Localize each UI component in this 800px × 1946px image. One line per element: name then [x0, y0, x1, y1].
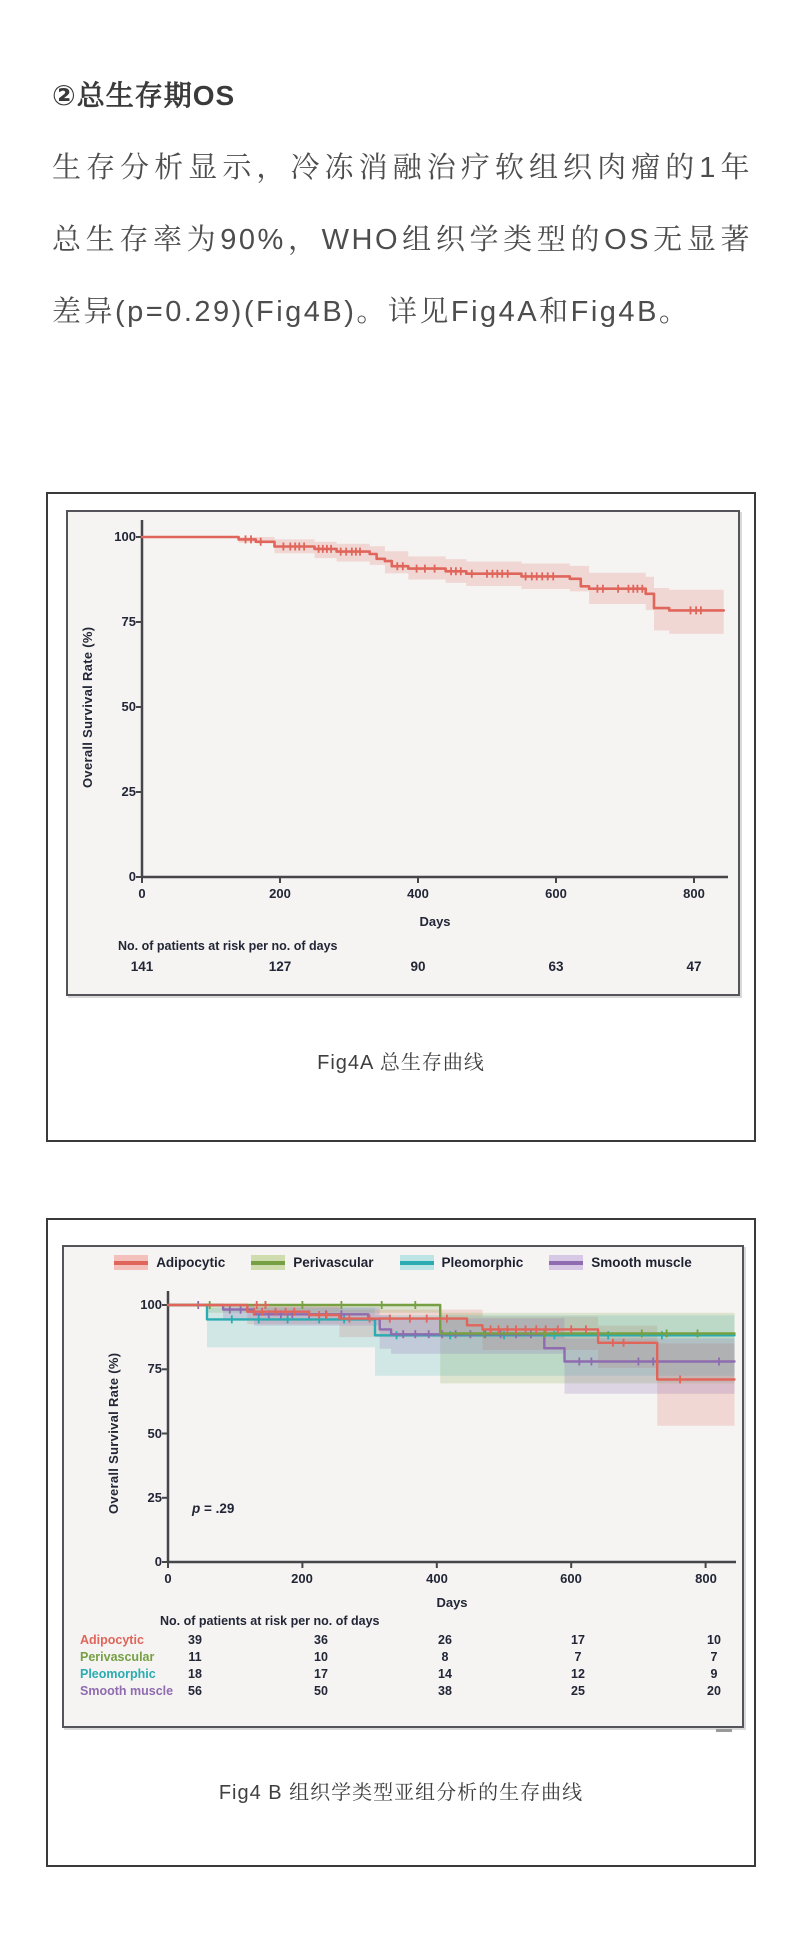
- fig4b-risk-value: 26: [438, 1633, 452, 1647]
- fig4a-ytick: 25: [121, 784, 136, 799]
- fig4b-xtick: 400: [426, 1571, 448, 1586]
- legend-label: Pleomorphic: [441, 1255, 524, 1270]
- fig4b-ytick: 75: [147, 1361, 162, 1376]
- legend-label: Smooth muscle: [591, 1255, 692, 1270]
- legend-item-adipocytic: [114, 1255, 225, 1270]
- adipocytic-swatch-icon: [114, 1255, 148, 1270]
- fig4b-risk-value: 11: [188, 1650, 202, 1664]
- legend-label: Adipocytic: [156, 1255, 226, 1270]
- smooth-muscle-swatch-icon: [549, 1255, 583, 1270]
- fig4b-ytick: 100: [140, 1297, 162, 1312]
- fig4a-xtick: 0: [138, 886, 146, 901]
- fig4b-xtick: 800: [695, 1571, 717, 1586]
- scrollbar-dash: [716, 1729, 732, 1732]
- fig4b-risk-value: 17: [314, 1667, 328, 1681]
- fig4b-risk-value: 7: [574, 1650, 582, 1664]
- fig4b-risk-row-label: Adipocytic: [80, 1633, 144, 1647]
- legend-item-smooth-muscle: [549, 1255, 692, 1270]
- fig4b-risk-value: 39: [188, 1633, 202, 1647]
- fig4b-risk-value: 20: [707, 1684, 721, 1698]
- legend-label: Perivascular: [293, 1255, 374, 1270]
- fig4b-risk-row-label: Smooth muscle: [80, 1684, 174, 1698]
- fig4b-xtick: 0: [164, 1571, 172, 1586]
- fig4b-xtick: 600: [560, 1571, 582, 1586]
- fig4b-risk-value: 50: [314, 1684, 328, 1698]
- figure-card-4b: [46, 1218, 756, 1867]
- fig4b-x-axis-title: Days: [436, 1595, 468, 1610]
- fig4b-risk-row-label: Pleomorphic: [80, 1667, 156, 1681]
- fig4a-xtick: 800: [683, 886, 705, 901]
- fig4b-risk-value: 56: [188, 1684, 202, 1698]
- paragraph-line: 总生存率为90%，WHO组织学类型的OS无显著: [52, 224, 752, 256]
- fig4b-risk-value: 38: [438, 1684, 452, 1698]
- figure-card-4a: [46, 492, 756, 1142]
- pleomorphic-swatch-icon: [400, 1255, 434, 1270]
- fig4a-caption: Fig4A 总生存曲线: [317, 1052, 485, 1074]
- fig4b-ytick: 50: [147, 1426, 162, 1441]
- fig4a-chart: [66, 510, 740, 996]
- fig4b-risk-value: 14: [438, 1667, 452, 1681]
- fig4a-risk-value: 47: [686, 959, 702, 974]
- fig4a-xtick: 600: [545, 886, 567, 901]
- fig4b-risk-header: No. of patients at risk per no. of days: [160, 1614, 380, 1628]
- fig4a-risk-value: 63: [548, 959, 564, 974]
- section-heading: ②总生存期OS: [52, 80, 236, 111]
- fig4b-caption: Fig4 B 组织学类型亚组分析的生存曲线: [218, 1782, 584, 1804]
- fig4a-ytick: 50: [121, 699, 136, 714]
- body-paragraph: [52, 146, 752, 346]
- fig4b-p-value: p = .29: [192, 1501, 235, 1516]
- fig4b-legend: [64, 1255, 742, 1270]
- fig4a-ytick: 0: [128, 869, 136, 884]
- fig4b-risk-value: 17: [571, 1633, 585, 1647]
- fig4a-risk-header: No. of patients at risk per no. of days: [118, 939, 338, 953]
- fig4b-survival-plot: [64, 1247, 742, 1726]
- fig4a-y-axis-title: Overall Survival Rate (%): [80, 626, 95, 788]
- fig4b-risk-value: 18: [188, 1667, 202, 1681]
- fig4a-xtick: 400: [407, 886, 429, 901]
- legend-item-pleomorphic: [400, 1255, 524, 1270]
- fig4a-x-axis-title: Days: [419, 914, 451, 929]
- fig4b-risk-value: 12: [571, 1667, 585, 1681]
- fig4a-risk-value: 141: [130, 959, 154, 974]
- fig4b-risk-value: 8: [441, 1650, 449, 1664]
- fig4b-ytick: 25: [147, 1490, 162, 1505]
- fig4b-risk-value: 36: [314, 1633, 328, 1647]
- fig4a-risk-value: 90: [410, 959, 426, 974]
- fig4b-ytick: 0: [154, 1554, 162, 1569]
- fig4b-risk-row-label: Perivascular: [80, 1650, 155, 1664]
- paragraph-line: 生存分析显示，冷冻消融治疗软组织肉瘤的1年: [52, 152, 752, 184]
- fig4b-chart: [62, 1245, 744, 1728]
- fig4a-ytick: 100: [114, 529, 136, 544]
- fig4a-risk-value: 127: [268, 959, 292, 974]
- fig4a-xtick: 200: [269, 886, 291, 901]
- fig4b-risk-value: 7: [710, 1650, 718, 1664]
- fig4b-y-axis-title: Overall Survival Rate (%): [106, 1352, 121, 1514]
- legend-item-perivascular: [251, 1255, 373, 1270]
- fig4b-risk-value: 10: [314, 1650, 328, 1664]
- fig4b-xtick: 200: [291, 1571, 313, 1586]
- fig4a-ytick: 75: [121, 614, 136, 629]
- fig4b-risk-value: 9: [710, 1667, 718, 1681]
- fig4b-risk-value: 25: [571, 1684, 585, 1698]
- paragraph-line: 差异(p=0.29)(Fig4B)。详见Fig4A和Fig4B。: [52, 296, 691, 328]
- perivascular-swatch-icon: [251, 1255, 285, 1270]
- fig4b-risk-value: 10: [707, 1633, 721, 1647]
